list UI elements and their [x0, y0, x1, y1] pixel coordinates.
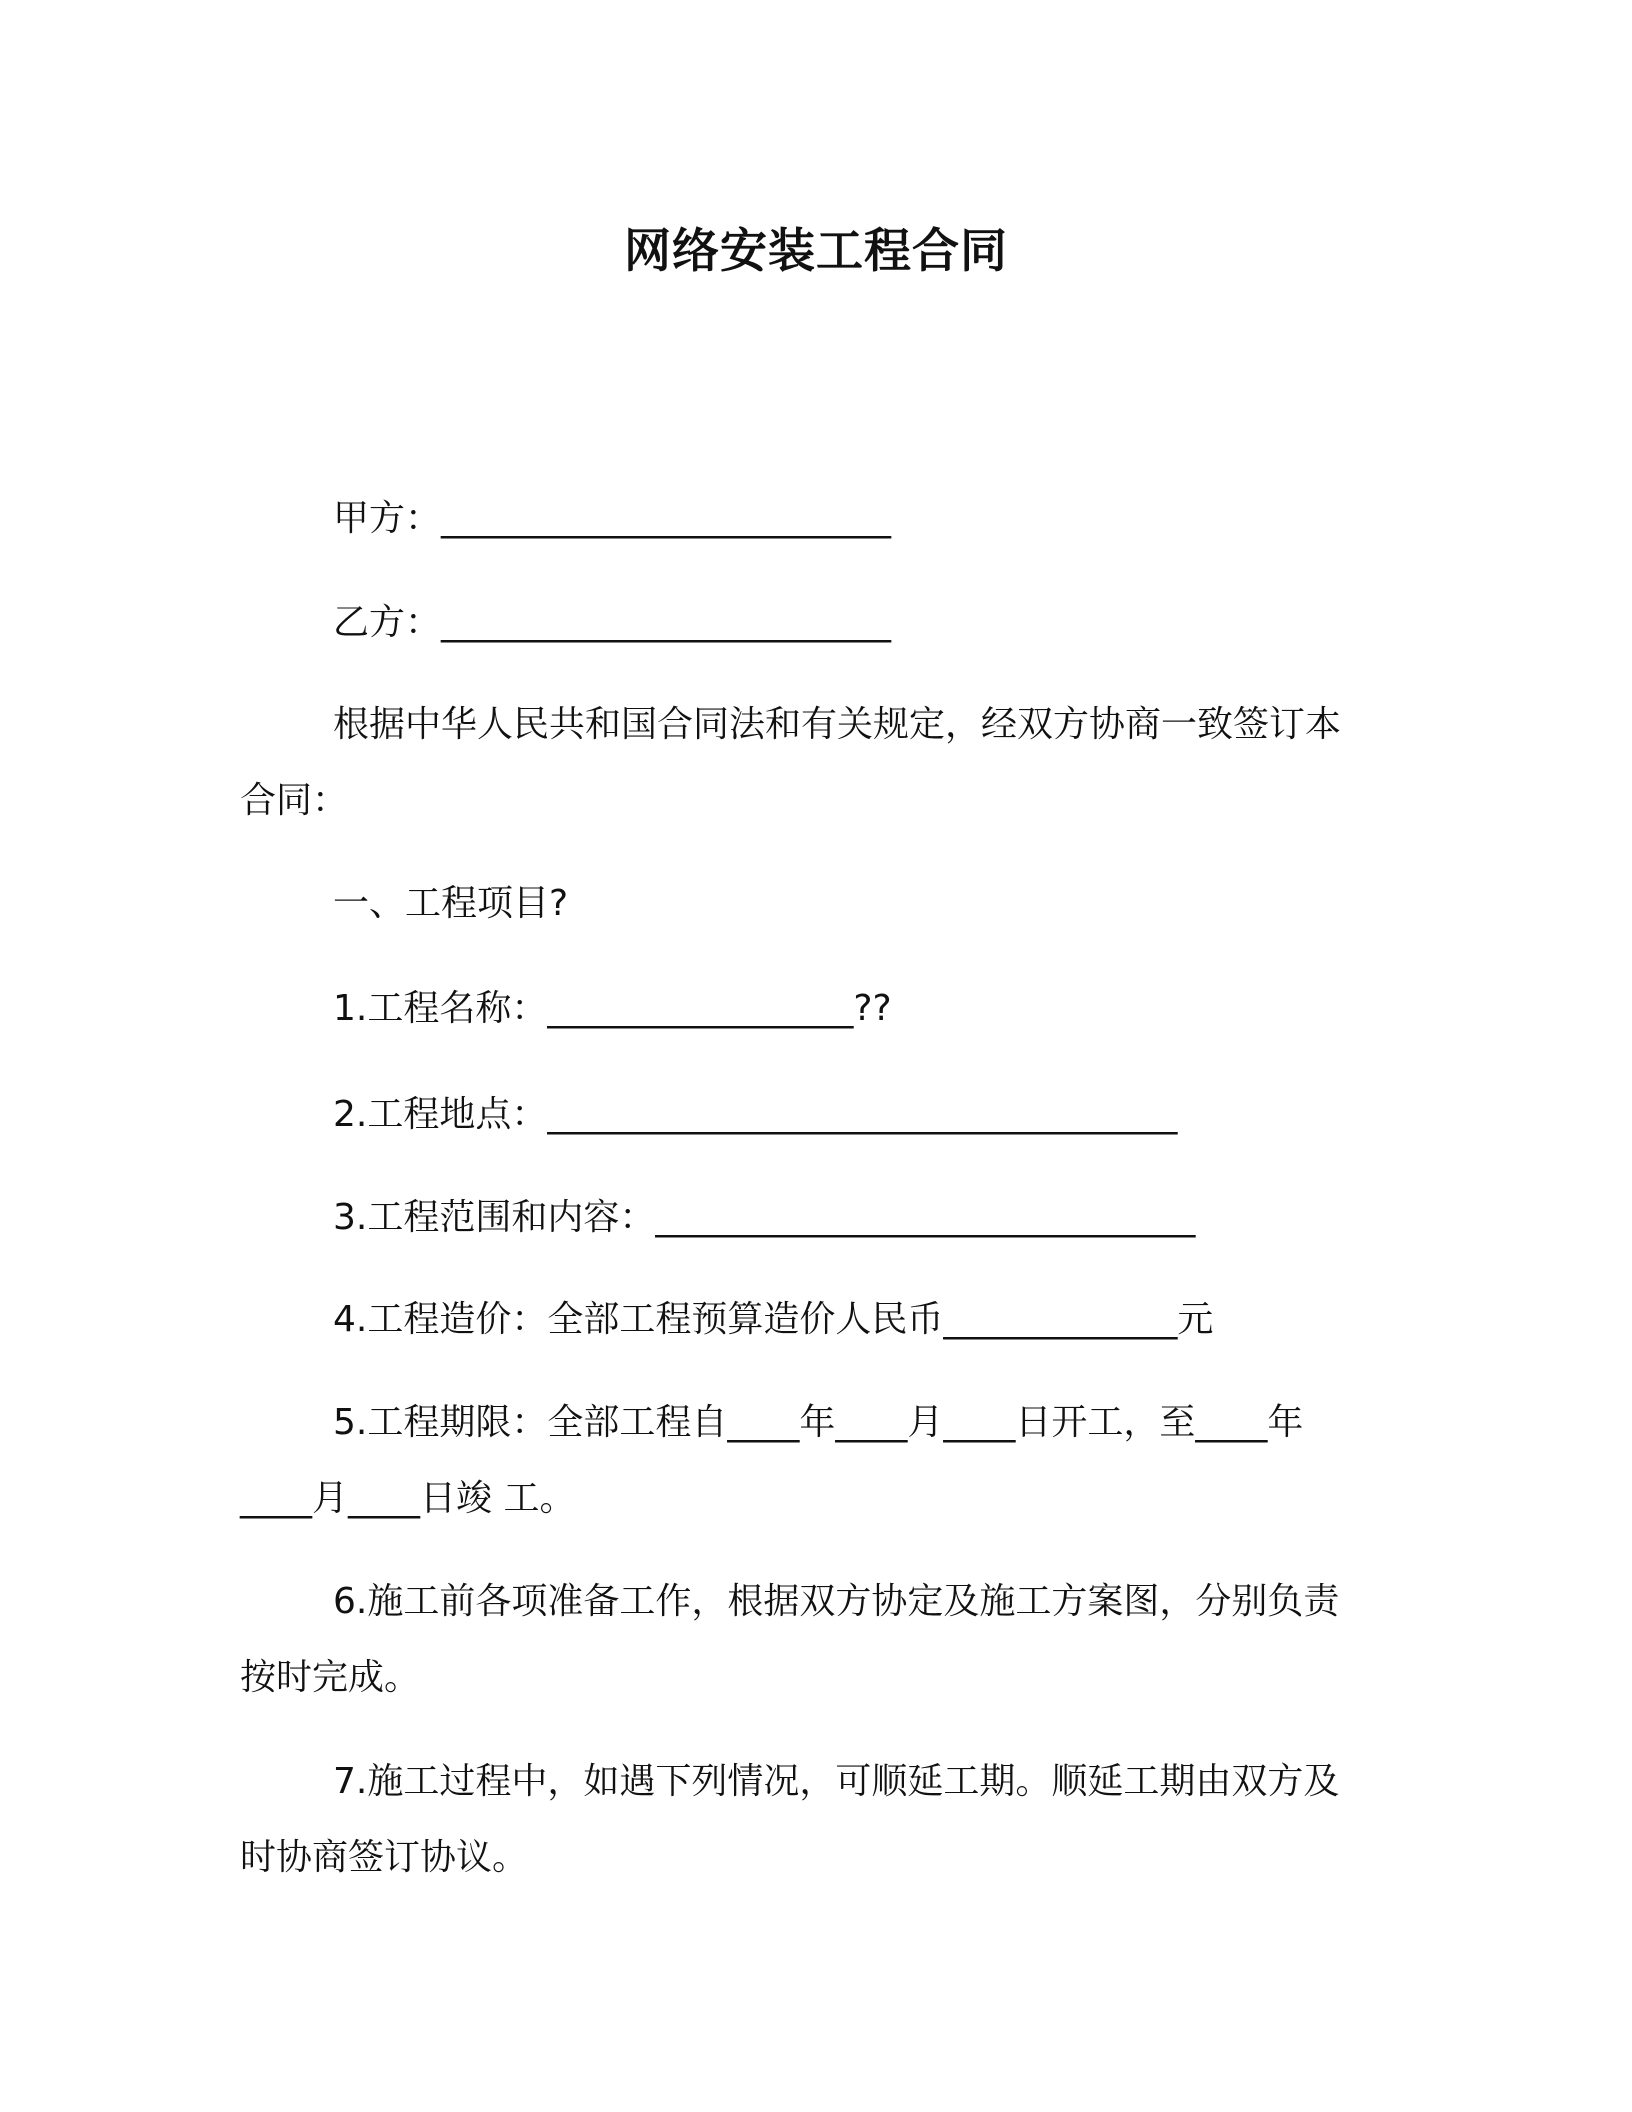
section-1-heading: 一、工程项目?	[333, 883, 569, 924]
party-b-line: 乙方：_________________________	[333, 602, 892, 643]
item-6-line-1: 6.施工前各项准备工作，根据双方协定及施工方案图，分别负责	[333, 1581, 1340, 1622]
item-5-line-2: ____月____日竣 工。	[240, 1478, 576, 1519]
item-2-project-location: 2.工程地点：___________________________________	[333, 1094, 1178, 1135]
party-a-line: 甲方：_________________________	[333, 498, 892, 539]
item-5-line-1: 5.工程期限：全部工程自____年____月____日开工，至____年	[333, 1402, 1304, 1443]
item-7-line-1: 7.施工过程中，如遇下列情况，可顺延工期。顺延工期由双方及	[333, 1761, 1340, 1802]
item-1-project-name: 1.工程名称：_________________??	[333, 988, 892, 1029]
preamble-line-1: 根据中华人民共和国合同法和有关规定，经双方协商一致签订本	[333, 704, 1342, 745]
preamble-line-2: 合同：	[240, 780, 349, 821]
document-title: 网络安装工程合同	[624, 224, 1008, 279]
item-7-line-2: 时协商签订协议。	[240, 1837, 529, 1878]
item-4-project-cost: 4.工程造价：全部工程预算造价人民币_____________元	[333, 1299, 1214, 1340]
item-3-project-scope: 3.工程范围和内容：______________________________	[333, 1197, 1196, 1238]
item-6-line-2: 按时完成。	[240, 1657, 421, 1698]
